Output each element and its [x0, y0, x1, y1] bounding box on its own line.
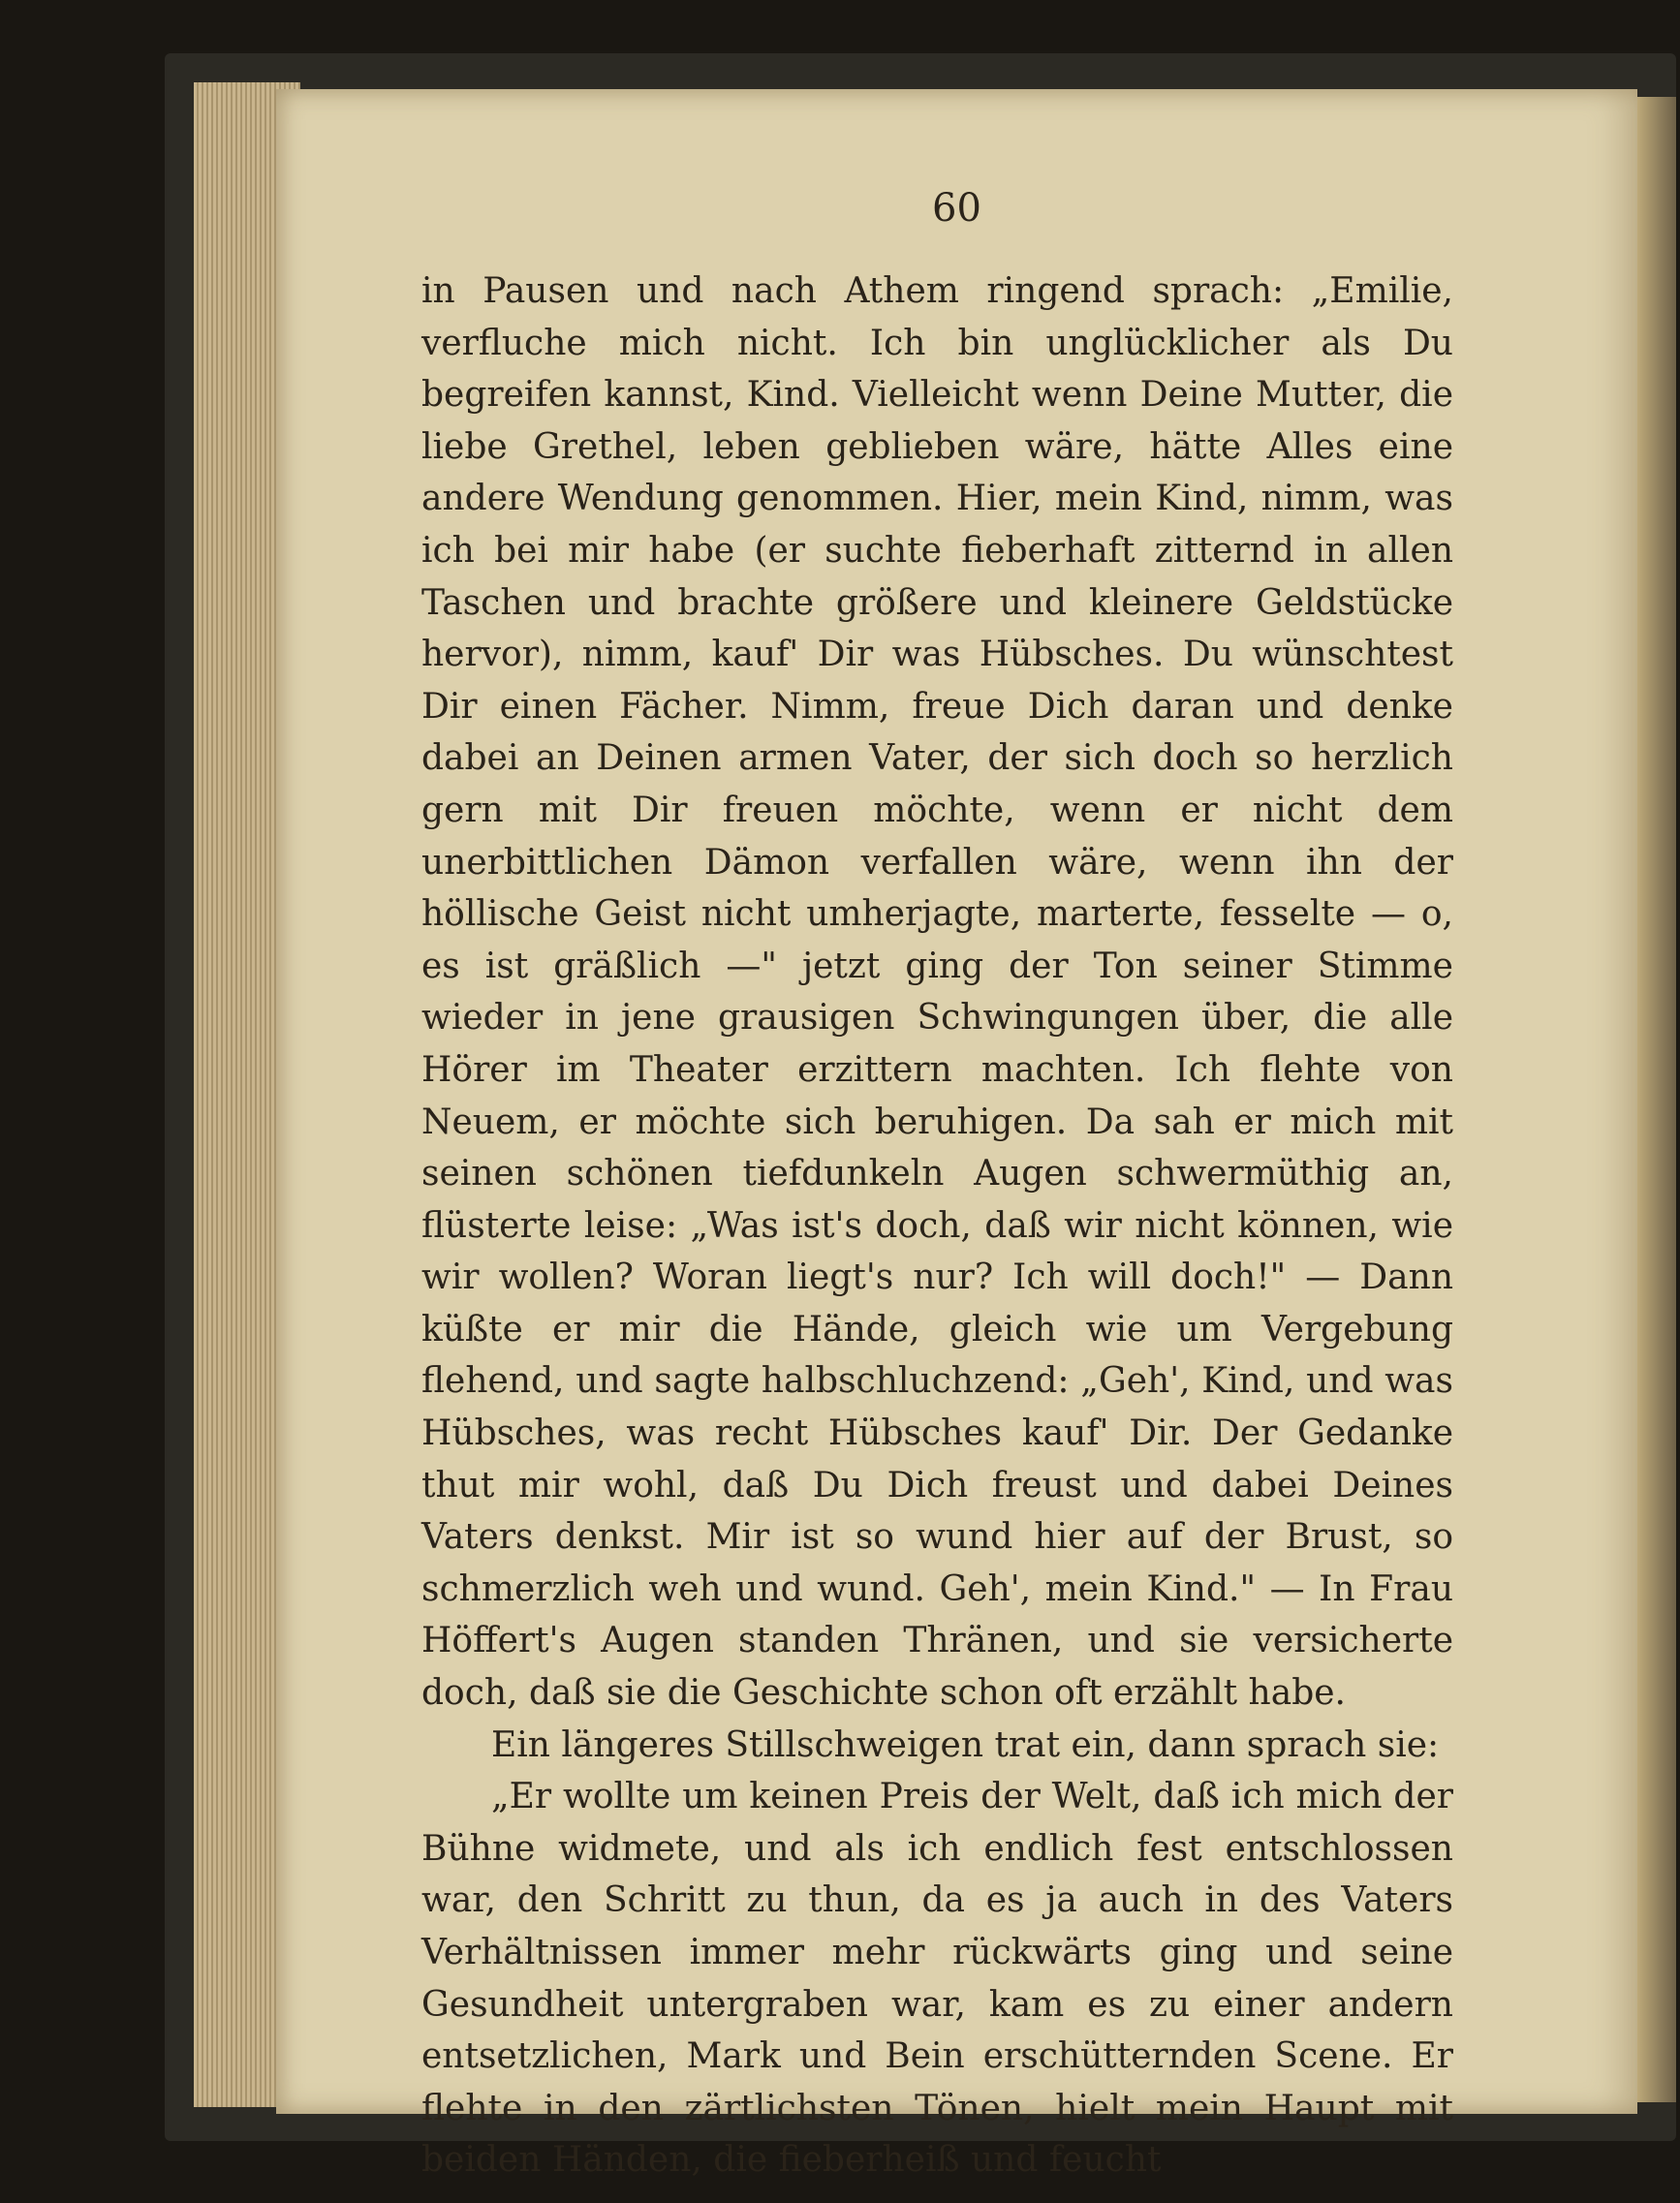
page-fold-shadow	[1637, 97, 1676, 2102]
book-page	[276, 89, 1637, 2181]
paragraph-2: Ein längeres Stillschweigen trat ein, dann sprach sie:	[491, 1724, 1440, 1765]
body-text	[421, 265, 1453, 2187]
paragraph-3: „Er wollte um keinen Preis der Welt, daß ich mich der Bühne widmete, und als ich endlich fest entschlossen war, den Schritt zu thun, da es ja auch in des Vaters Verhältnissen immer mehr rückwärts ging und seine Gesundheit untergraben war, kam es zu einer andern entsetzlichen, Mark und Bein erschütternden Scene. Er flehte in den zärtlichsten Tönen, hielt mein Haupt mit beiden Händen, die fieberheiß und feucht	[421, 1777, 1453, 2181]
paragraph-1: in Pausen und nach Athem ringend sprach: „Emilie, verfluche mich nicht. Ich bin unglücklicher als Du begreifen kannst, Kind. Vielleicht wenn Deine Mutter, die liebe Grethel, leben geblieben wäre, hätte Alles eine andere Wendung genommen. Hier, mein Kind, nimm, was ich bei mir habe (er suchte fieberhaft zitternd in allen Taschen und brachte größere und kleinere Geldstücke hervor), nimm, kauf' Dir was Hübsches. Du wünschtest Dir einen Fächer. Nimm, freue Dich daran und denke dabei an Deinen armen Vater, der sich doch so herzlich gern mit Dir freuen möchte, wenn er nicht dem unerbittlichen Dämon verfallen wäre, wenn ihn der höllische Geist nicht umherjagte, marterte, fesselte — o, es ist gräßlich —" jetzt ging der Ton seiner Stimme wieder in jene grausigen Schwingungen über, die alle Hörer im Theater erzittern machten. Ich flehte von Neuem, er möchte sich beruhigen. Da sah er mich mit seinen schönen tiefdunkeln Augen schwermüthig an, flüsterte leise: „Was ist's doch, daß wir nicht können, wie wir wollen? Woran liegt's nur? Ich will doch!" — Dann küßte er mir die Hände, gleich wie um Vergebung flehend, und sagte halbschluchzend: „Geh', Kind, und was Hübsches, was recht Hübsches kauf' Dir. Der Gedanke thut mir wohl, daß Du Dich freust und dabei Deines Vaters denkst. Mir ist so wund hier auf der Brust, so schmerzlich weh und wund. Geh', mein Kind." — In Frau Höffert's Augen standen Thränen, und sie versicherte doch, daß sie die Geschichte schon oft erzählt habe.	[421, 271, 1453, 1714]
page-number: 60	[932, 186, 981, 231]
